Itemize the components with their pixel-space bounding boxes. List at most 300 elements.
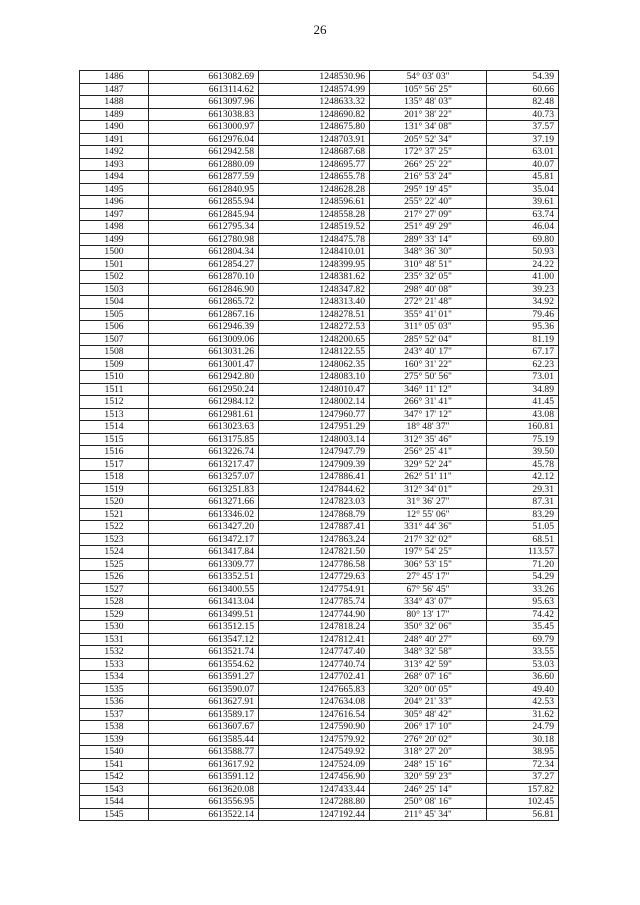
point-number-cell: 1508 [80,346,149,359]
y-coordinate-cell: 1248519.52 [259,221,370,234]
distance-cell: 43.08 [487,408,559,421]
bearing-cell: 310° 48' 51" [370,258,487,271]
distance-cell: 54.29 [487,571,559,584]
y-coordinate-cell: 1247960.77 [259,408,370,421]
bearing-cell: 334° 43' 07" [370,596,487,609]
point-number-cell: 1531 [80,633,149,646]
point-number-cell: 1503 [80,283,149,296]
point-number-cell: 1517 [80,458,149,471]
y-coordinate-cell: 1248003.14 [259,433,370,446]
x-coordinate-cell: 6612855.94 [149,196,259,209]
table-row [80,233,559,246]
y-coordinate-cell: 1247740.74 [259,658,370,671]
y-coordinate-cell: 1248628.28 [259,183,370,196]
table-row [80,221,559,234]
distance-cell: 72.34 [487,758,559,771]
bearing-cell: 243° 40' 17" [370,346,487,359]
distance-cell: 42.53 [487,696,559,709]
point-number-cell: 1488 [80,96,149,109]
y-coordinate-cell: 1247634.08 [259,696,370,709]
point-number-cell: 1526 [80,571,149,584]
point-number-cell: 1500 [80,246,149,259]
x-coordinate-cell: 6613554.62 [149,658,259,671]
y-coordinate-cell: 1248399.95 [259,258,370,271]
x-coordinate-cell: 6613627.91 [149,696,259,709]
distance-cell: 45.81 [487,171,559,184]
y-coordinate-cell: 1247665.83 [259,683,370,696]
bearing-cell: 266° 31' 41" [370,396,487,409]
table-row [80,558,559,571]
table-row [80,96,559,109]
x-coordinate-cell: 6613001.47 [149,358,259,371]
coordinates-table [79,70,559,821]
bearing-cell: 350° 32' 06" [370,621,487,634]
y-coordinate-cell: 1248574.99 [259,83,370,96]
distance-cell: 35.04 [487,183,559,196]
bearing-cell: 306° 53' 15" [370,558,487,571]
bearing-cell: 298° 40' 08" [370,283,487,296]
x-coordinate-cell: 6613521.74 [149,646,259,659]
table-row [80,358,559,371]
table-row [80,108,559,121]
point-number-cell: 1539 [80,733,149,746]
y-coordinate-cell: 1248313.40 [259,296,370,309]
point-number-cell: 1521 [80,508,149,521]
y-coordinate-cell: 1247823.03 [259,496,370,509]
y-coordinate-cell: 1247951.29 [259,421,370,434]
table-row [80,521,559,534]
y-coordinate-cell: 1248530.96 [259,71,370,84]
bearing-cell: 313° 42' 59" [370,658,487,671]
distance-cell: 95.36 [487,321,559,334]
table-row [80,533,559,546]
distance-cell: 53.03 [487,658,559,671]
y-coordinate-cell: 1247785.74 [259,596,370,609]
table-row [80,621,559,634]
distance-cell: 39.61 [487,196,559,209]
point-number-cell: 1502 [80,271,149,284]
table-row [80,483,559,496]
distance-cell: 41.45 [487,396,559,409]
table-row [80,733,559,746]
distance-cell: 102.45 [487,796,559,809]
table-row [80,633,559,646]
x-coordinate-cell: 6613620.08 [149,783,259,796]
bearing-cell: 197° 54' 25" [370,546,487,559]
table-row [80,671,559,684]
x-coordinate-cell: 6612846.90 [149,283,259,296]
point-number-cell: 1538 [80,721,149,734]
x-coordinate-cell: 6613617.92 [149,758,259,771]
bearing-cell: 312° 35' 46" [370,433,487,446]
y-coordinate-cell: 1247744.90 [259,608,370,621]
table-row [80,171,559,184]
point-number-cell: 1520 [80,496,149,509]
point-number-cell: 1492 [80,146,149,159]
x-coordinate-cell: 6613251.83 [149,483,259,496]
y-coordinate-cell: 1247886.41 [259,471,370,484]
x-coordinate-cell: 6613352.51 [149,571,259,584]
y-coordinate-cell: 1247868.79 [259,508,370,521]
table-row [80,783,559,796]
table-row [80,408,559,421]
bearing-cell: 248° 15' 16" [370,758,487,771]
x-coordinate-cell: 6613309.77 [149,558,259,571]
x-coordinate-cell: 6613413.04 [149,596,259,609]
bearing-cell: 105° 56' 25" [370,83,487,96]
point-number-cell: 1535 [80,683,149,696]
y-coordinate-cell: 1247549.92 [259,746,370,759]
x-coordinate-cell: 6612877.59 [149,171,259,184]
table-row [80,271,559,284]
y-coordinate-cell: 1247729.63 [259,571,370,584]
bearing-cell: 135° 48' 03" [370,96,487,109]
point-number-cell: 1505 [80,308,149,321]
x-coordinate-cell: 6613031.26 [149,346,259,359]
y-coordinate-cell: 1247909.39 [259,458,370,471]
distance-cell: 38.95 [487,746,559,759]
point-number-cell: 1533 [80,658,149,671]
y-coordinate-cell: 1247702.41 [259,671,370,684]
distance-cell: 73.01 [487,371,559,384]
table-row [80,383,559,396]
x-coordinate-cell: 6613499.51 [149,608,259,621]
bearing-cell: 320° 00' 05" [370,683,487,696]
y-coordinate-cell: 1248122.55 [259,346,370,359]
table-row [80,308,559,321]
bearing-cell: 211° 45' 34" [370,808,487,821]
distance-cell: 40.07 [487,158,559,171]
bearing-cell: 216° 53' 24" [370,171,487,184]
point-number-cell: 1501 [80,258,149,271]
distance-cell: 24.79 [487,721,559,734]
bearing-cell: 276° 20' 02" [370,733,487,746]
bearing-cell: 217° 32' 02" [370,533,487,546]
distance-cell: 63.01 [487,146,559,159]
distance-cell: 82.48 [487,96,559,109]
x-coordinate-cell: 6613585.44 [149,733,259,746]
distance-cell: 95.63 [487,596,559,609]
bearing-cell: 67° 56' 45" [370,583,487,596]
point-number-cell: 1530 [80,621,149,634]
x-coordinate-cell: 6613427.20 [149,521,259,534]
point-number-cell: 1487 [80,83,149,96]
distance-cell: 37.19 [487,133,559,146]
table-row [80,683,559,696]
bearing-cell: 250° 08' 16" [370,796,487,809]
x-coordinate-cell: 6613591.12 [149,771,259,784]
y-coordinate-cell: 1248381.62 [259,271,370,284]
point-number-cell: 1544 [80,796,149,809]
distance-cell: 83.29 [487,508,559,521]
bearing-cell: 235° 32' 05" [370,271,487,284]
distance-cell: 33.55 [487,646,559,659]
bearing-cell: 295° 19' 45" [370,183,487,196]
bearing-cell: 251° 49' 29" [370,221,487,234]
table-row [80,583,559,596]
y-coordinate-cell: 1248272.53 [259,321,370,334]
point-number-cell: 1509 [80,358,149,371]
point-number-cell: 1522 [80,521,149,534]
x-coordinate-cell: 6612870.10 [149,271,259,284]
y-coordinate-cell: 1248687.68 [259,146,370,159]
x-coordinate-cell: 6613097.96 [149,96,259,109]
x-coordinate-cell: 6613114.62 [149,83,259,96]
table-row [80,771,559,784]
distance-cell: 42.12 [487,471,559,484]
point-number-cell: 1513 [80,408,149,421]
distance-cell: 63.74 [487,208,559,221]
distance-cell: 68.51 [487,533,559,546]
table-row [80,596,559,609]
distance-cell: 40.73 [487,108,559,121]
y-coordinate-cell: 1248655.78 [259,171,370,184]
y-coordinate-cell: 1248062.35 [259,358,370,371]
x-coordinate-cell: 6613346.02 [149,508,259,521]
distance-cell: 87.31 [487,496,559,509]
x-coordinate-cell: 6612780.98 [149,233,259,246]
point-number-cell: 1506 [80,321,149,334]
y-coordinate-cell: 1248002.14 [259,396,370,409]
table-row [80,321,559,334]
y-coordinate-cell: 1248690.82 [259,108,370,121]
y-coordinate-cell: 1247812.41 [259,633,370,646]
point-number-cell: 1516 [80,446,149,459]
x-coordinate-cell: 6612880.09 [149,158,259,171]
bearing-cell: 355° 41' 01" [370,308,487,321]
bearing-cell: 312° 34' 01" [370,483,487,496]
x-coordinate-cell: 6612865.72 [149,296,259,309]
bearing-cell: 54° 03' 03" [370,71,487,84]
point-number-cell: 1496 [80,196,149,209]
table-row [80,496,559,509]
y-coordinate-cell: 1248347.82 [259,283,370,296]
x-coordinate-cell: 6613271.66 [149,496,259,509]
distance-cell: 71.20 [487,558,559,571]
bearing-cell: 329° 52' 24" [370,458,487,471]
point-number-cell: 1534 [80,671,149,684]
x-coordinate-cell: 6613512.15 [149,621,259,634]
bearing-cell: 346° 11' 12" [370,383,487,396]
point-number-cell: 1486 [80,71,149,84]
bearing-cell: 160° 31' 22" [370,358,487,371]
x-coordinate-cell: 6612950.24 [149,383,259,396]
table-row [80,796,559,809]
bearing-cell: 205° 52' 34" [370,133,487,146]
distance-cell: 60.66 [487,83,559,96]
x-coordinate-cell: 6612976.04 [149,133,259,146]
bearing-cell: 272° 21' 48" [370,296,487,309]
bearing-cell: 27° 45' 17" [370,571,487,584]
x-coordinate-cell: 6612942.58 [149,146,259,159]
table-row [80,333,559,346]
table-row [80,133,559,146]
point-number-cell: 1512 [80,396,149,409]
bearing-cell: 201° 38' 22" [370,108,487,121]
distance-cell: 54.39 [487,71,559,84]
y-coordinate-cell: 1247192.44 [259,808,370,821]
point-number-cell: 1532 [80,646,149,659]
table-row [80,421,559,434]
table-row [80,808,559,821]
table-row [80,546,559,559]
bearing-cell: 348° 32' 58" [370,646,487,659]
distance-cell: 30.18 [487,733,559,746]
y-coordinate-cell: 1248083.10 [259,371,370,384]
y-coordinate-cell: 1248200.65 [259,333,370,346]
distance-cell: 62.23 [487,358,559,371]
table-row [80,696,559,709]
bearing-cell: 275° 50' 56" [370,371,487,384]
x-coordinate-cell: 6613589.17 [149,708,259,721]
distance-cell: 56.81 [487,808,559,821]
point-number-cell: 1510 [80,371,149,384]
point-number-cell: 1504 [80,296,149,309]
distance-cell: 69.80 [487,233,559,246]
y-coordinate-cell: 1248633.32 [259,96,370,109]
table-row [80,208,559,221]
point-number-cell: 1529 [80,608,149,621]
y-coordinate-cell: 1248558.28 [259,208,370,221]
point-number-cell: 1491 [80,133,149,146]
x-coordinate-cell: 6612840.95 [149,183,259,196]
x-coordinate-cell: 6613591.27 [149,671,259,684]
table-row [80,158,559,171]
bearing-cell: 318° 27' 20" [370,746,487,759]
bearing-cell: 266° 25' 22" [370,158,487,171]
point-number-cell: 1498 [80,221,149,234]
point-number-cell: 1545 [80,808,149,821]
point-number-cell: 1523 [80,533,149,546]
point-number-cell: 1540 [80,746,149,759]
distance-cell: 39.50 [487,446,559,459]
y-coordinate-cell: 1248695.77 [259,158,370,171]
table-row [80,121,559,134]
bearing-cell: 131° 34' 08" [370,121,487,134]
table-row [80,296,559,309]
x-coordinate-cell: 6613009.06 [149,333,259,346]
table-row [80,508,559,521]
bearing-cell: 289° 33' 14" [370,233,487,246]
table-row [80,471,559,484]
distance-cell: 49.40 [487,683,559,696]
y-coordinate-cell: 1247844.62 [259,483,370,496]
table-row [80,196,559,209]
y-coordinate-cell: 1247524.09 [259,758,370,771]
distance-cell: 75.19 [487,433,559,446]
bearing-cell: 285° 52' 04" [370,333,487,346]
distance-cell: 37.27 [487,771,559,784]
bearing-cell: 348° 36' 30" [370,246,487,259]
bearing-cell: 80° 13' 17" [370,608,487,621]
distance-cell: 34.92 [487,296,559,309]
point-number-cell: 1519 [80,483,149,496]
bearing-cell: 305° 48' 42" [370,708,487,721]
page-number: 26 [313,22,327,37]
distance-cell: 39.23 [487,283,559,296]
point-number-cell: 1489 [80,108,149,121]
y-coordinate-cell: 1247863.24 [259,533,370,546]
bearing-cell: 262° 51' 11" [370,471,487,484]
distance-cell: 31.62 [487,708,559,721]
x-coordinate-cell: 6612946.39 [149,321,259,334]
x-coordinate-cell: 6613400.55 [149,583,259,596]
distance-cell: 67.17 [487,346,559,359]
point-number-cell: 1495 [80,183,149,196]
x-coordinate-cell: 6612804.34 [149,246,259,259]
point-number-cell: 1524 [80,546,149,559]
point-number-cell: 1497 [80,208,149,221]
point-number-cell: 1525 [80,558,149,571]
x-coordinate-cell: 6612984.12 [149,396,259,409]
coordinates-table-body [80,71,559,821]
bearing-cell: 172° 37' 25" [370,146,487,159]
y-coordinate-cell: 1248475.78 [259,233,370,246]
x-coordinate-cell: 6613588.77 [149,746,259,759]
bearing-cell: 12° 55' 06" [370,508,487,521]
bearing-cell: 311° 05' 03" [370,321,487,334]
x-coordinate-cell: 6612795.34 [149,221,259,234]
distance-cell: 81.19 [487,333,559,346]
y-coordinate-cell: 1247433.44 [259,783,370,796]
table-row [80,721,559,734]
y-coordinate-cell: 1247887.41 [259,521,370,534]
distance-cell: 24.22 [487,258,559,271]
point-number-cell: 1536 [80,696,149,709]
bearing-cell: 217° 27' 09" [370,208,487,221]
y-coordinate-cell: 1247456.90 [259,771,370,784]
point-number-cell: 1515 [80,433,149,446]
x-coordinate-cell: 6613472.17 [149,533,259,546]
x-coordinate-cell: 6612867.16 [149,308,259,321]
table-row [80,746,559,759]
point-number-cell: 1494 [80,171,149,184]
x-coordinate-cell: 6613082.69 [149,71,259,84]
bearing-cell: 248° 40' 27" [370,633,487,646]
distance-cell: 50.93 [487,246,559,259]
x-coordinate-cell: 6613522.14 [149,808,259,821]
bearing-cell: 206° 17' 10" [370,721,487,734]
point-number-cell: 1542 [80,771,149,784]
y-coordinate-cell: 1247754.91 [259,583,370,596]
y-coordinate-cell: 1248675.80 [259,121,370,134]
y-coordinate-cell: 1247818.24 [259,621,370,634]
table-row [80,258,559,271]
bearing-cell: 31° 36' 27" [370,496,487,509]
x-coordinate-cell: 6612845.94 [149,208,259,221]
table-row [80,571,559,584]
bearing-cell: 347° 17' 12" [370,408,487,421]
distance-cell: 37.57 [487,121,559,134]
point-number-cell: 1518 [80,471,149,484]
table-row [80,146,559,159]
point-number-cell: 1490 [80,121,149,134]
table-row [80,758,559,771]
table-row [80,433,559,446]
bearing-cell: 320° 59' 23" [370,771,487,784]
y-coordinate-cell: 1247821.50 [259,546,370,559]
bearing-cell: 268° 07' 16" [370,671,487,684]
distance-cell: 34.89 [487,383,559,396]
x-coordinate-cell: 6613023.63 [149,421,259,434]
table-row [80,183,559,196]
y-coordinate-cell: 1248010.47 [259,383,370,396]
distance-cell: 69.79 [487,633,559,646]
y-coordinate-cell: 1247747.40 [259,646,370,659]
distance-cell: 35.45 [487,621,559,634]
y-coordinate-cell: 1248410.01 [259,246,370,259]
distance-cell: 160.81 [487,421,559,434]
